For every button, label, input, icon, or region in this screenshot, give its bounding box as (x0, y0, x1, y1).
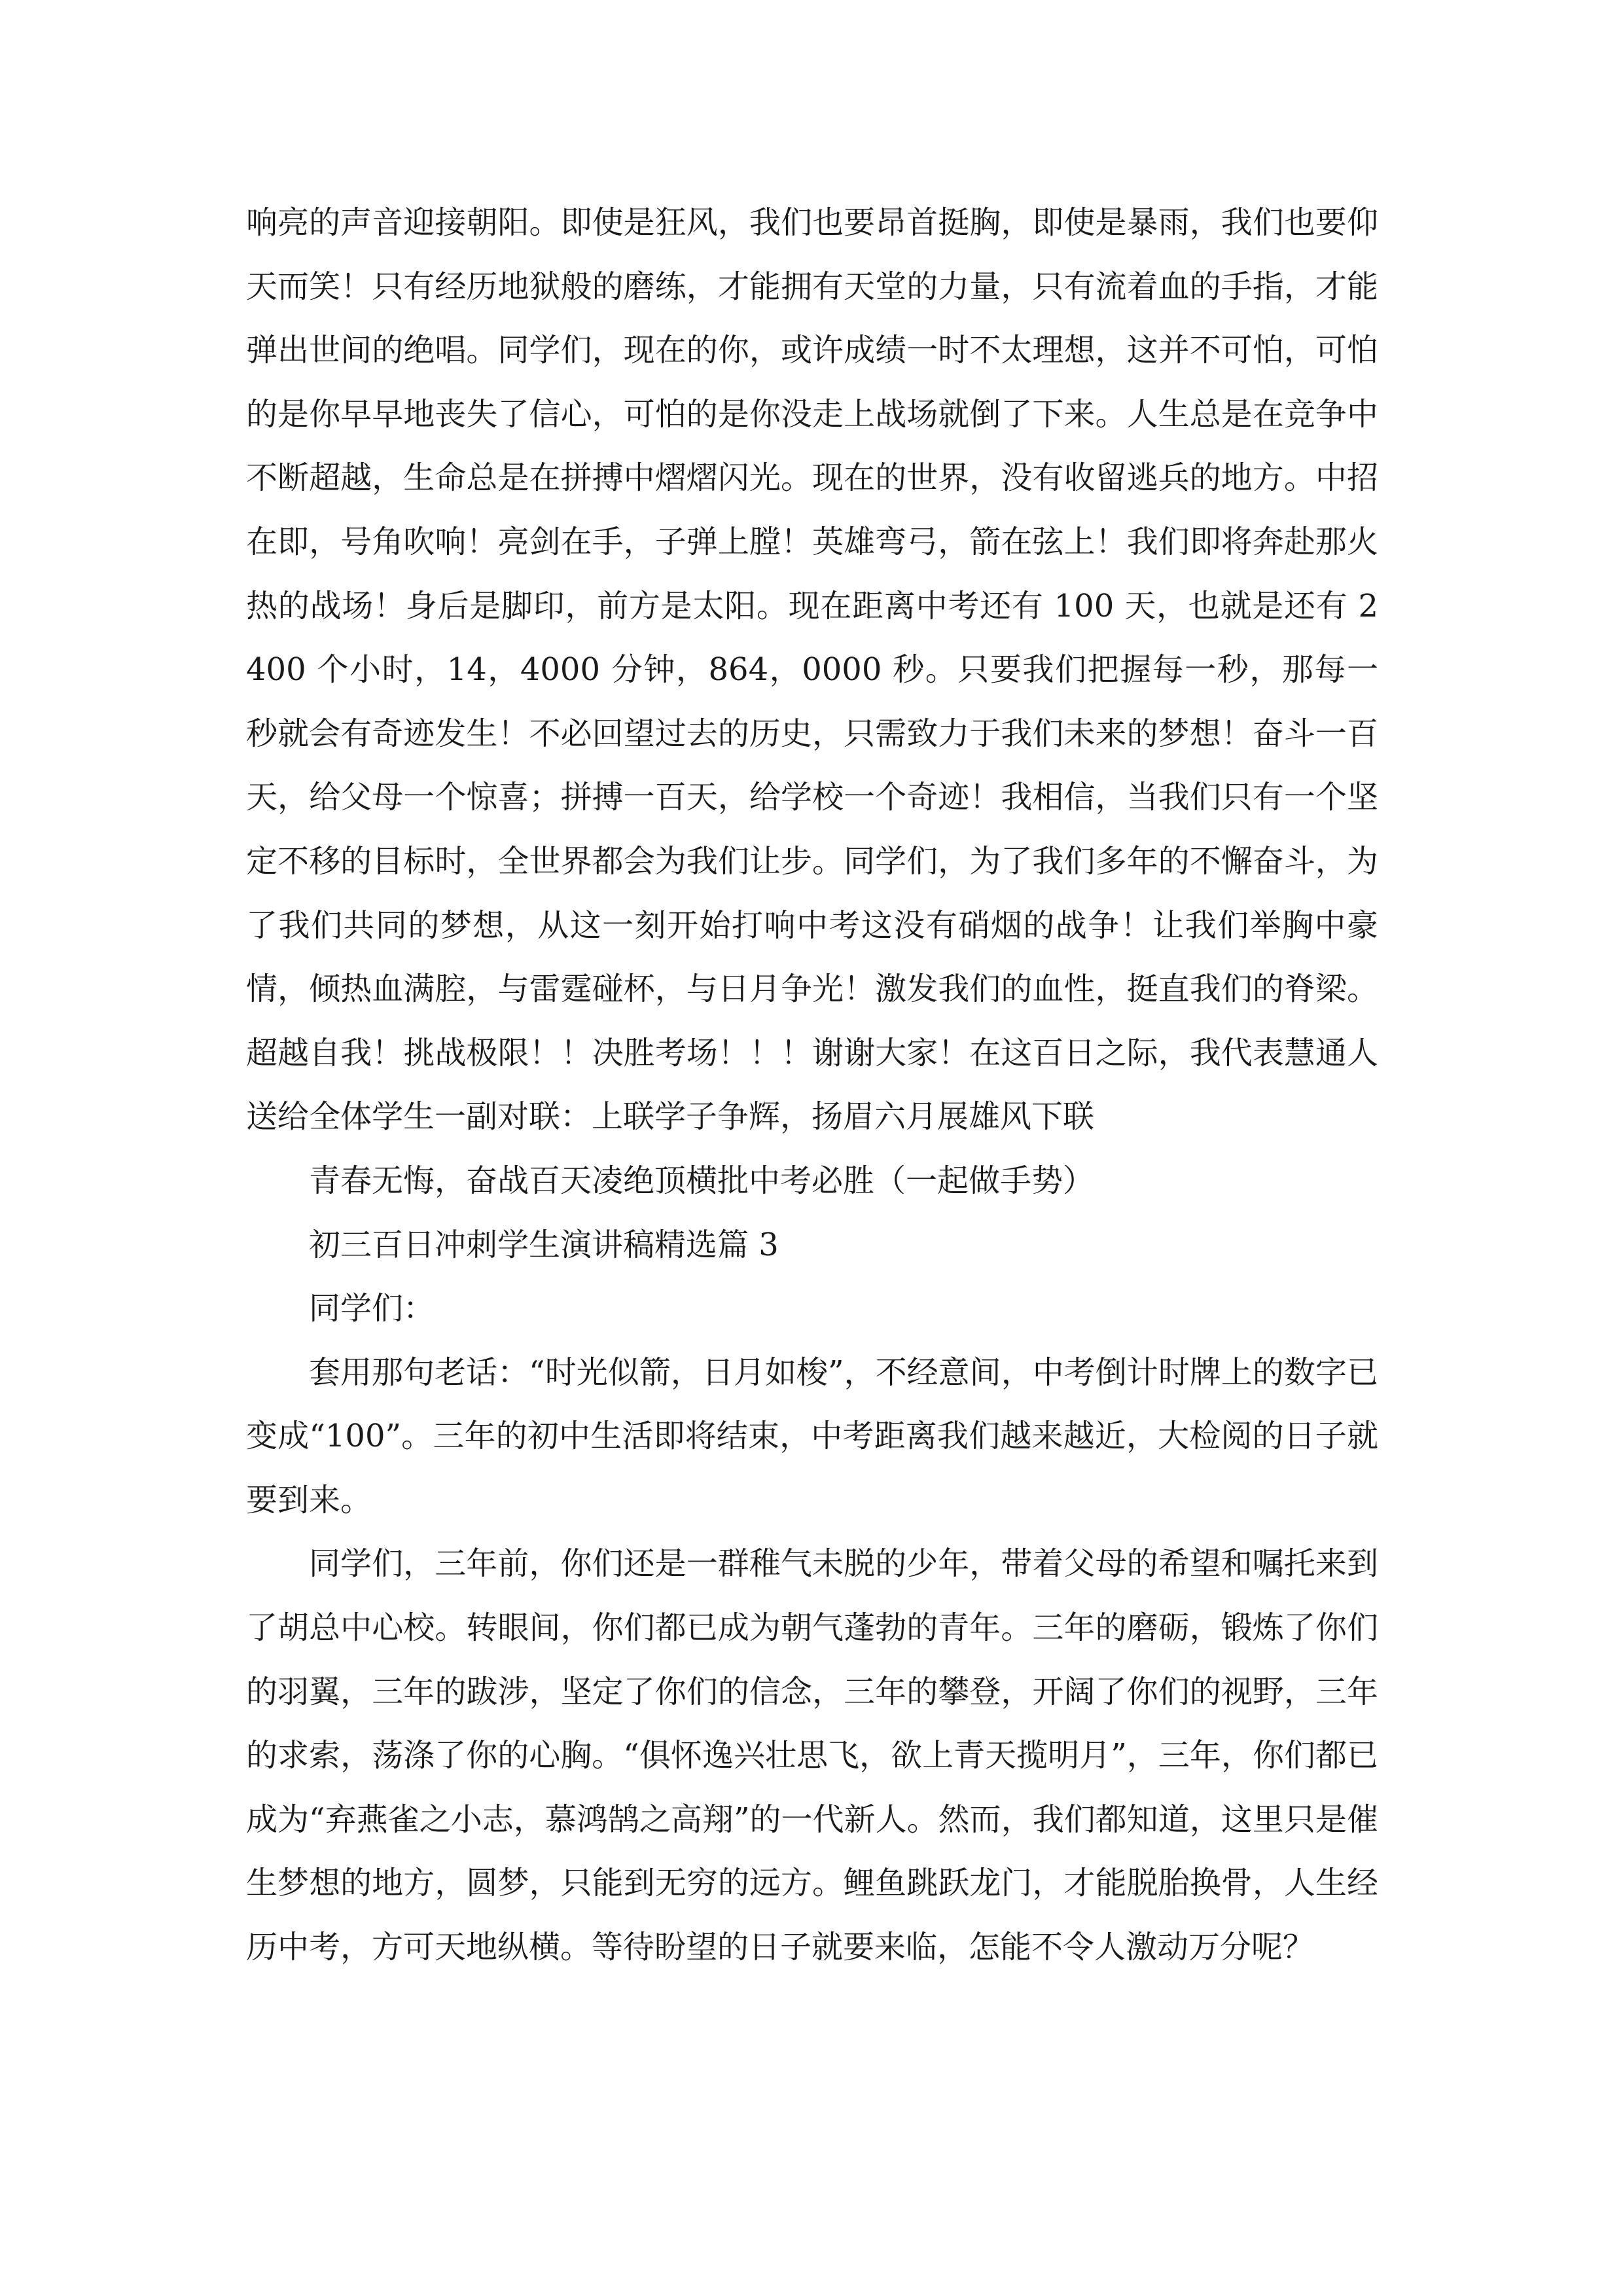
paragraph-opening: 套用那句老话：“时光似箭，日月如梭”，不经意间，中考倒计时牌上的数字已变成“100”。三年的初中生活即将结束，中考距离我们越来越近，大检阅的日子就要到来。 (246, 1354, 1378, 1518)
paragraph-body: 同学们，三年前，你们还是一群稚气未脱的少年，带着父母的希望和嘱托来到了胡总中心校。转眼间，你们都已成为朝气蓬勃的青年。三年的磨砺，锻炼了你们的羽翼，三年的跋涉，坚定了你们的信念，三年的攀登，开阔了你们的视野，三年的求索，荡涤了你的心胸。“俱怀逸兴壮思飞，欲上青天揽明月”，三年，你们都已成为“弃燕雀之小志，慕鸿鹄之高翔”的一代新人。然而，我们都知道，这里只是催生梦想的地方，圆梦，只能到无穷的远方。鲤鱼跳跃龙门，才能脱胎换骨，人生经历中考，方可天地纵横。等待盼望的日子就要来临，怎能不令人激动万分呢？ (246, 1545, 1378, 1966)
document-body (246, 191, 1378, 1980)
paragraph-speech-continuation: 响亮的声音迎接朝阳。即使是狂风，我们也要昂首挺胸，即使是暴雨，我们也要仰天而笑！只有经历地狱般的磨练，才能拥有天堂的力量，只有流着血的手指，才能弹出世间的绝唱。同学们，现在的你，或许成绩一时不太理想，这并不可怕，可怕的是你早早地丧失了信心，可怕的是你没走上战场就倒了下来。人生总是在竞争中不断超越，生命总是在拼搏中熠熠闪光。现在的世界，没有收留逃兵的地方。中招在即，号角吹响！亮剑在手，子弹上膛！英雄弯弓，箭在弦上！我们即将奔赴那火热的战场！身后是脚印，前方是太阳。现在距离中考还有 100 天，也就是还有 2400 个小时，14，4000 分钟，864，0000 秒。只要我们把握每一秒，那每一秒就会有奇迹发生！不必回望过去的历史，只需致力于我们未来的梦想！奋斗一百天，给父母一个惊喜；拼搏一百天，给学校一个奇迹！我相信，当我们只有一个坚定不移的目标时，全世界都会为我们让步。同学们，为了我们多年的不懈奋斗，为了我们共同的梦想，从这一刻开始打响中考这没有硝烟的战争！让我们举胸中豪情，倾热血满腔，与雷霆碰杯，与日月争光！激发我们的血性，挺直我们的脊梁。超越自我！挑战极限！！决胜考场！！！谢谢大家！在这百日之际，我代表慧通人送给全体学生一副对联：上联学子争辉，扬眉六月展雄风下联 (246, 204, 1378, 1136)
paragraph-couplet-lower: 青春无悔，奋战百天凌绝顶横批中考必胜（一起做手势） (309, 1162, 1095, 1199)
section-heading: 初三百日冲刺学生演讲稿精选篇 3 (309, 1226, 779, 1263)
paragraph-salutation: 同学们： (309, 1290, 435, 1327)
